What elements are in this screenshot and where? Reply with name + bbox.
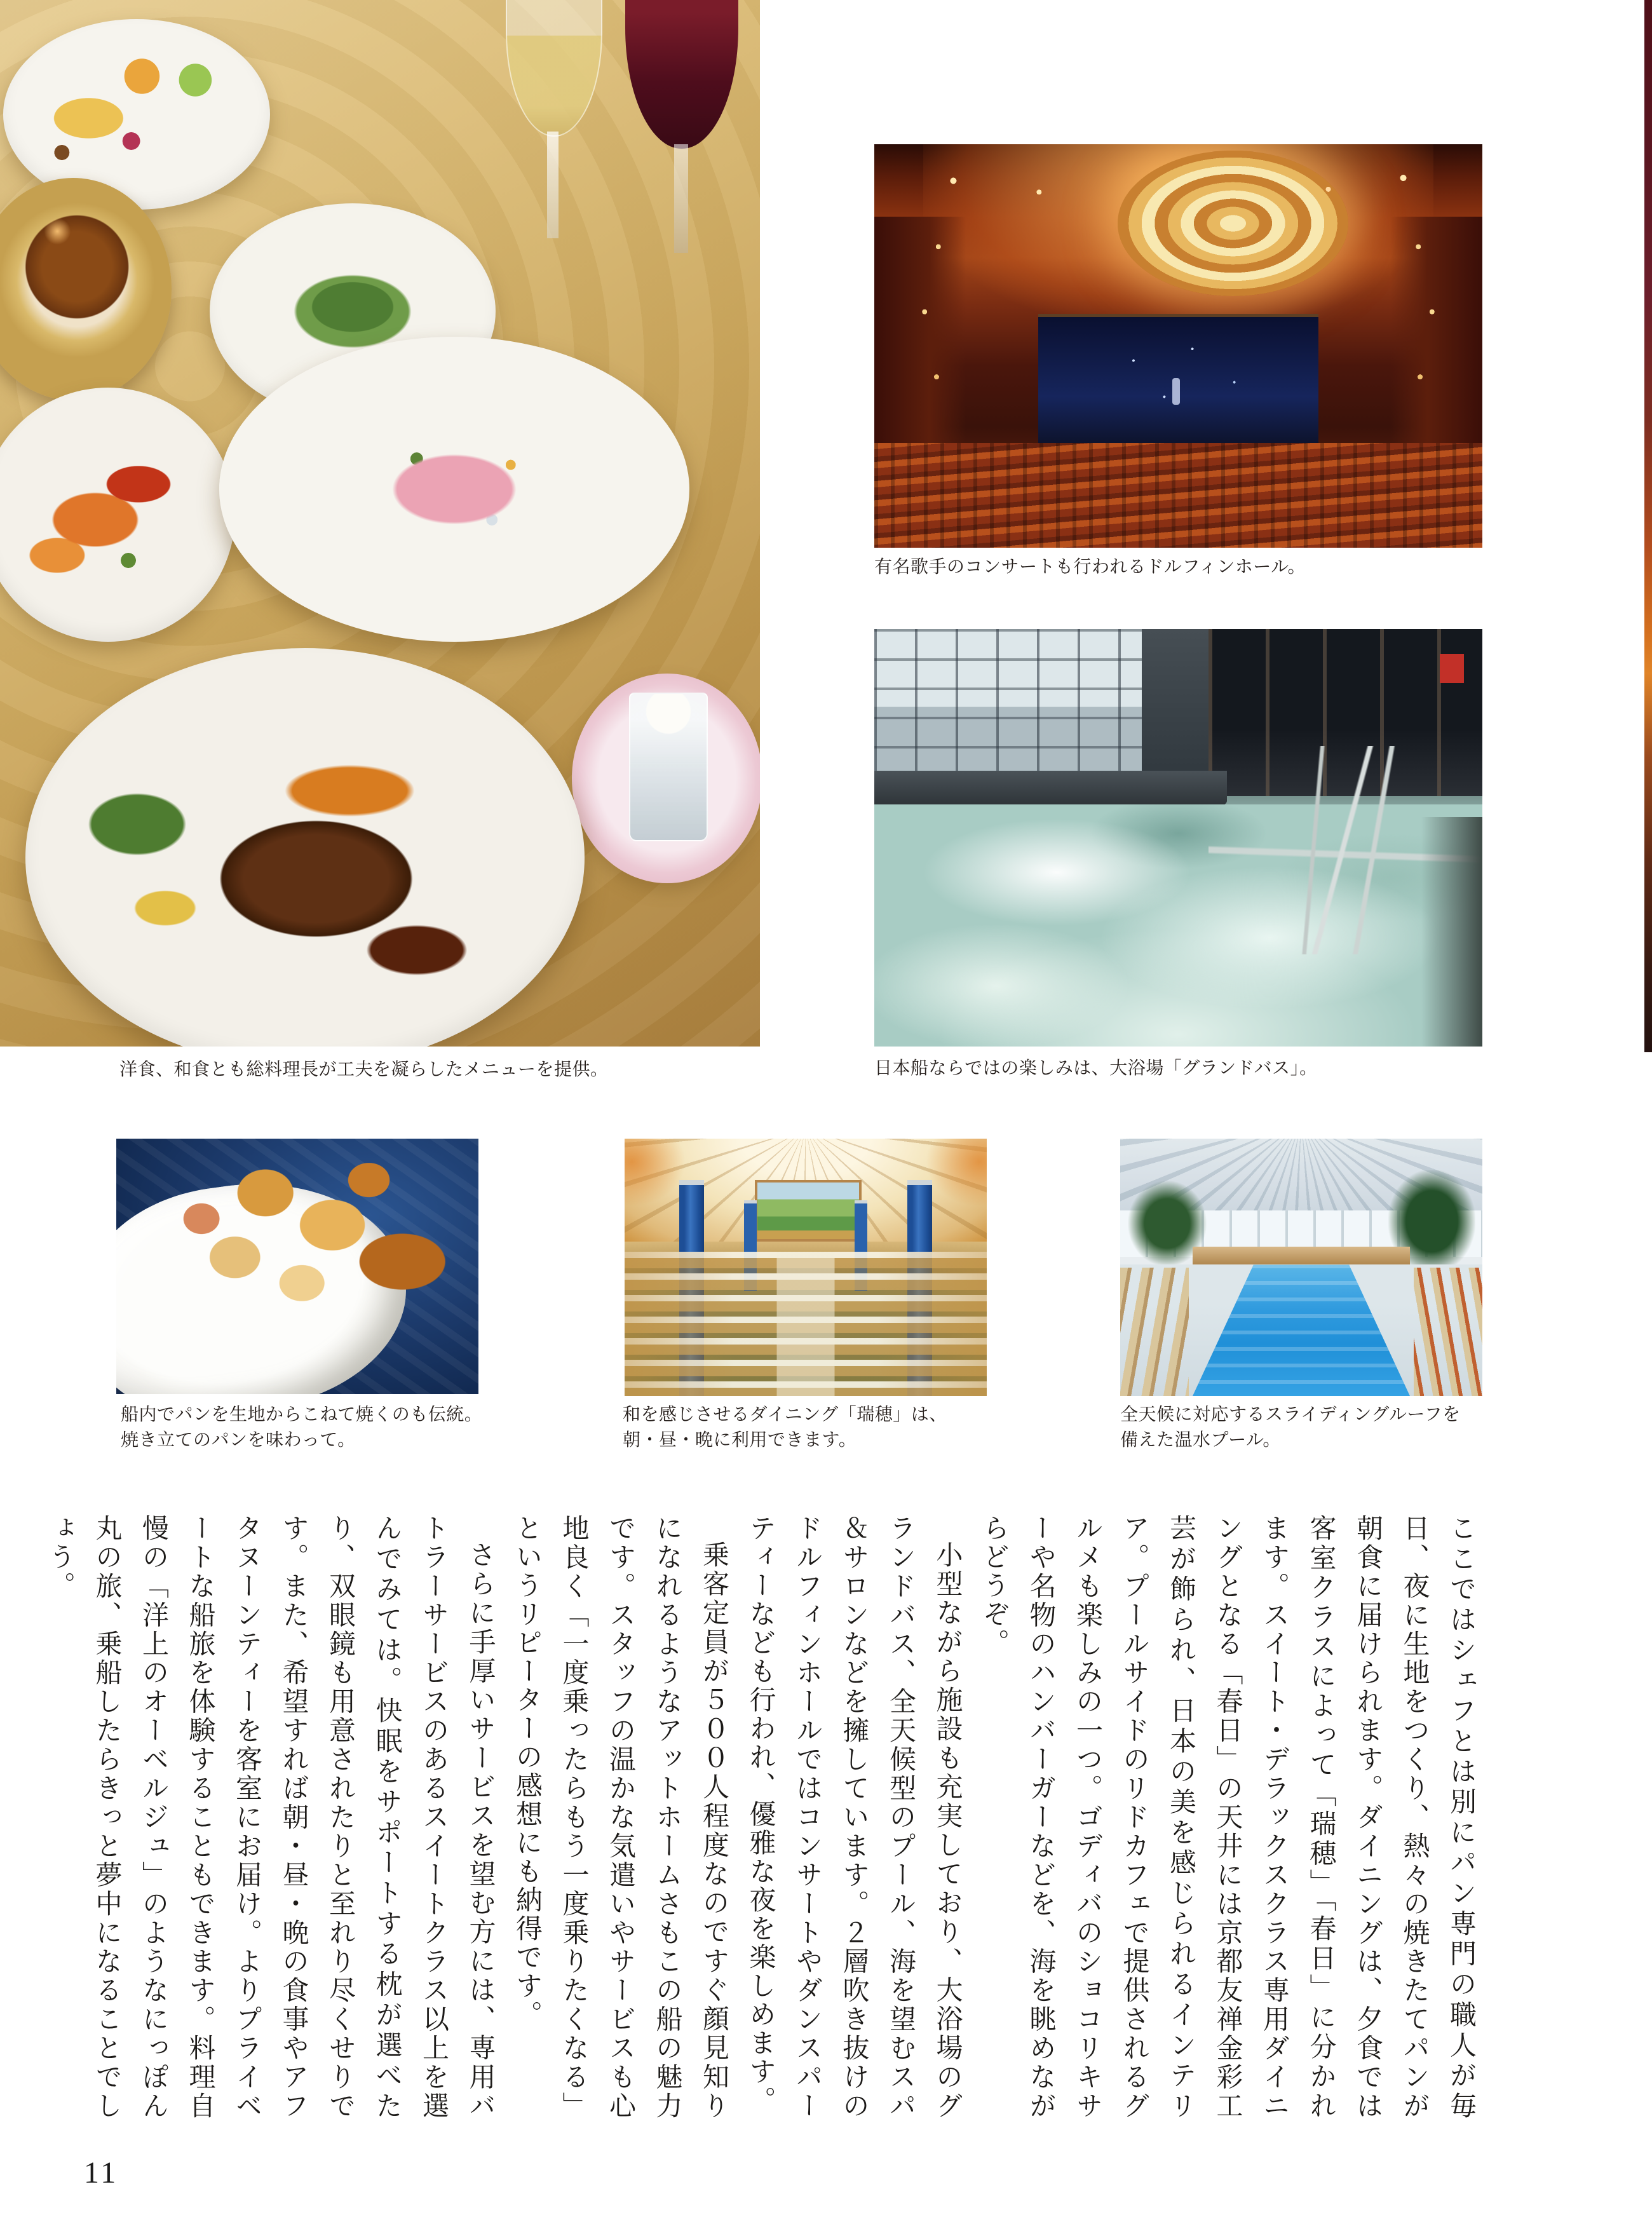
page-number: 11 bbox=[84, 2156, 119, 2190]
dolphin-hall-photo bbox=[874, 144, 1482, 548]
bread-caption-line1: 船内でパンを生地からこねて焼くのも伝統。 bbox=[121, 1404, 483, 1424]
bread-photo-caption bbox=[121, 1402, 482, 1453]
dining-tables bbox=[625, 1252, 987, 1396]
facing-page-edge bbox=[1644, 0, 1652, 1052]
bath-red-sign bbox=[1440, 654, 1464, 683]
pool-back-wall bbox=[1193, 1247, 1410, 1264]
food-photo-appetizer-plate bbox=[3, 19, 270, 210]
theater-seats bbox=[874, 443, 1482, 548]
bath-photo-caption: 日本船ならではの楽しみは、大浴場「グランドバス」。 bbox=[874, 1058, 1318, 1078]
mizuho-dining-photo bbox=[625, 1139, 987, 1396]
theater-spotlights bbox=[911, 152, 1446, 209]
theater-performer bbox=[1172, 378, 1180, 405]
dining-mural bbox=[755, 1180, 862, 1242]
dining-caption-line2: 朝・昼・晩に利用できます。 bbox=[623, 1430, 857, 1449]
bread-basket-photo bbox=[116, 1139, 478, 1394]
grand-bath-photo bbox=[874, 629, 1482, 1047]
bath-windows bbox=[874, 629, 1160, 771]
food-photo-steak-plate bbox=[25, 648, 585, 1047]
theater-balcony-left bbox=[874, 217, 966, 467]
article-paragraph-2: 小型ながら施設も充実しており、大浴場のグランドバス、全天候型のプール、海を望むスパ＆サロンなどを擁しています。２層吹き抜けのドルフィンホールではコンサートやダンスパーティーなども行われ、優雅な夜を楽しめます。 bbox=[745, 1514, 962, 2120]
bread-caption-line2: 焼き立てのパンを味わって。 bbox=[121, 1430, 356, 1449]
food-photo-blue-charger-plate bbox=[219, 337, 689, 642]
theater-balcony-right bbox=[1391, 217, 1482, 467]
pool-loungers-right bbox=[1414, 1268, 1482, 1397]
article-text bbox=[45, 1514, 1484, 2121]
food-photo-entree-plate bbox=[0, 388, 235, 642]
food-photo-brioche bbox=[0, 178, 172, 400]
pool-loungers-left bbox=[1120, 1268, 1189, 1397]
article-paragraph-4: さらに手厚いサービスを望む方には、専用バトラーサービスのあるスイートクラス以上を選んでみては。快眠をサポートする枕が選べたり、双眼鏡も用意されたりと至れり尽くせりです。また、希望すれば朝・昼・晩の食事やアフタヌーンティーを客室にお届け。よりプライベートな船旅を体験することもできます。料理自慢の「洋上のオーベルジュ」のようなにっぽん丸の旅、乗船したらきっと夢中になることでしょう。 bbox=[45, 1514, 495, 2120]
pool-photo-caption bbox=[1120, 1402, 1461, 1453]
pool-photo bbox=[1120, 1139, 1482, 1396]
red-wine-glass bbox=[604, 0, 760, 267]
pool-caption-line2: 備えた温水プール。 bbox=[1120, 1430, 1281, 1449]
article-paragraph-3: 乗客定員が５００人程度なのですぐ顔見知りになれるようなアットホームさもこの船の魅力です。スタッフの温かな気遣いやサービスも心地良く「一度乗ったらもう一度乗りたくなる」というリピーターの感想にも納得です。 bbox=[512, 1514, 728, 2121]
bread-rolls bbox=[174, 1139, 478, 1343]
food-photo-caption: 洋食、和食とも総料理長が工夫を凝らしたメニューを提供。 bbox=[119, 1059, 609, 1079]
dining-photo-caption bbox=[623, 1402, 947, 1453]
food-photo bbox=[0, 0, 760, 1047]
bath-tile-corner bbox=[1421, 817, 1482, 1047]
theater-photo-caption: 有名歌手のコンサートも行われるドルフィンホール。 bbox=[874, 557, 1306, 576]
dining-caption-line1: 和を感じさせるダイニング「瑞穂」は、 bbox=[623, 1404, 947, 1424]
pool-caption-line1: 全天候に対応するスライディングルーフを bbox=[1120, 1404, 1461, 1424]
article-paragraph-1: ここではシェフとは別にパン専門の職人が毎日、夜に生地をつくり、熱々の焼きたてパンが朝食に届けられます。ダイニングは、夕食では客室クラスによって「瑞穂」「春日」に分かれます。スイート・デラックスクラス専用ダイニングとなる「春日」の天井には京都友禅金彩工芸が飾られ、日本の美を感じられるインテリア。プールサイドのリドカフェで提供されるグルメも楽しみの一つ。ゴディバのショコリキサーや名物のハンバーガーなどを、海を眺めながらどうぞ。 bbox=[979, 1514, 1475, 2121]
food-photo-dessert-glass bbox=[629, 693, 708, 841]
